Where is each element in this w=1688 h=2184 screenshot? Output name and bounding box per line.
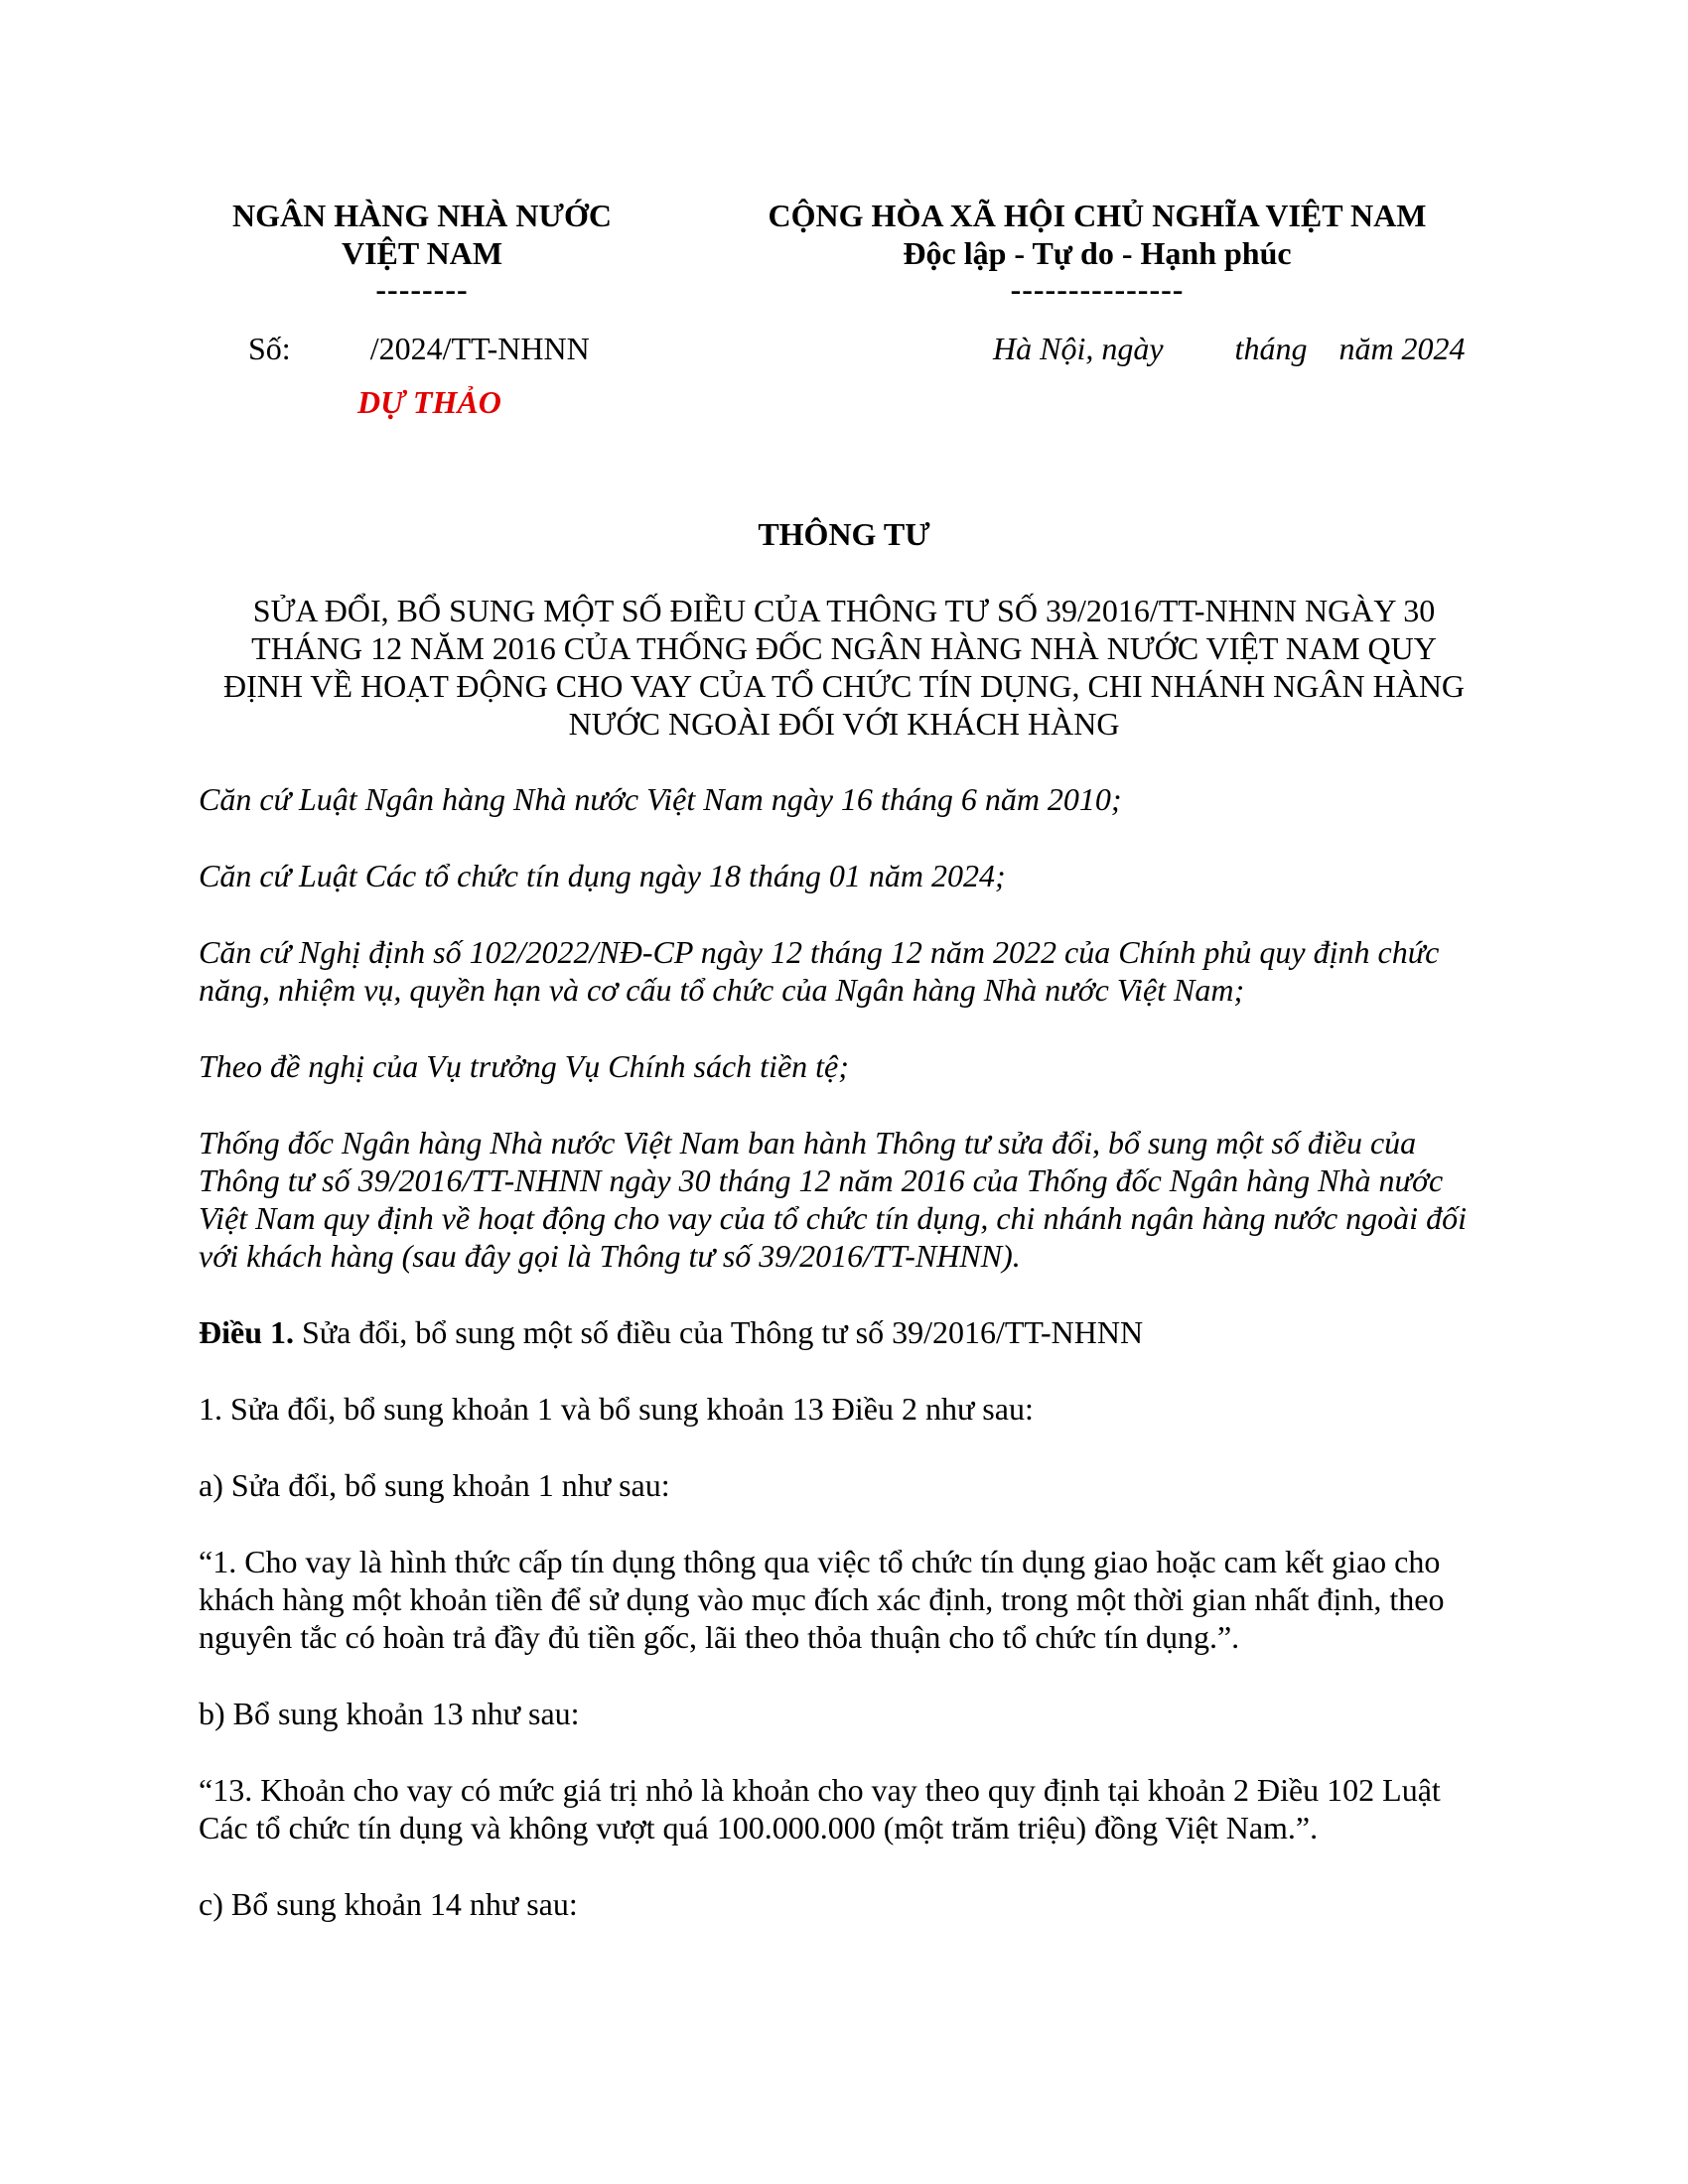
date-month: tháng — [1234, 331, 1308, 366]
preamble-basis-3: Căn cứ Nghị định số 102/2022/NĐ-CP ngày 12 tháng 12 năm 2022 của Chính phủ quy định chức năng, nhiệm vụ, quyền hạn và cơ cấu tổ chức của Ngân hàng Nhà nước Việt Nam; — [199, 934, 1440, 1008]
preamble-basis-1: Căn cứ Luật Ngân hàng Nhà nước Việt Nam ngày 16 tháng 6 năm 2010; — [199, 781, 1122, 817]
document-type-heading: THÔNG TƯ — [758, 516, 930, 552]
clause-1a: a) Sửa đổi, bổ sung khoản 1 như sau: — [199, 1467, 670, 1503]
clause-1: 1. Sửa đổi, bổ sung khoản 1 và bổ sung khoản 13 Điều 2 như sau: — [199, 1391, 1034, 1427]
motto-divider: --------------- — [1010, 271, 1185, 307]
article-1-heading — [199, 1313, 1489, 1351]
preamble-issuance: Thống đốc Ngân hàng Nhà nước Việt Nam ban hành Thông tư sửa đổi, bổ sung một số điều của Thông tư số 39/2016/TT-NHNN ngày 30 tháng 12 năm 2016 của Thống đốc Ngân hàng Nhà nước Việt Nam quy định về hoạt động cho vay của tổ chức tín dụng, chi nhánh ngân hàng nước ngoài đối với khách hàng (sau đây gọi là Thông tư số 39/2016/TT-NHNN). — [199, 1125, 1467, 1274]
national-motto: Độc lập - Tự do - Hạnh phúc — [903, 235, 1292, 271]
clause-1c: c) Bổ sung khoản 14 như sau: — [199, 1886, 578, 1922]
agency-name-line2: VIỆT NAM — [341, 235, 503, 271]
preamble-basis-2: Căn cứ Luật Các tổ chức tín dụng ngày 18 tháng 01 năm 2024; — [199, 858, 1006, 893]
preamble-proposal: Theo đề nghị của Vụ trưởng Vụ Chính sách tiền tệ; — [199, 1048, 849, 1084]
clause-1a-text: “1. Cho vay là hình thức cấp tín dụng thông qua việc tổ chức tín dụng giao hoặc cam kết giao cho khách hàng một khoản tiền để sử dụng vào mục đích xác định, trong một thời gian nhất định, theo nguyên tắc có hoàn trả đầy đủ tiền gốc, lãi theo thỏa thuận cho tổ chức tín dụng.”. — [199, 1544, 1445, 1655]
agency-divider: -------- — [375, 271, 469, 307]
document-body — [199, 780, 1489, 1962]
clause-1b-text: “13. Khoản cho vay có mức giá trị nhỏ là khoản cho vay theo quy định tại khoản 2 Điều 102 Luật Các tổ chức tín dụng và không vượt quá 100.000.000 (một trăm triệu) đồng Việt Nam.”. — [199, 1772, 1441, 1845]
agency-name-line1: NGÂN HÀNG NHÀ NƯỚC — [232, 198, 612, 233]
article-1-title: Sửa đổi, bổ sung một số điều của Thông tư số 39/2016/TT-NHNN — [294, 1314, 1144, 1350]
date-place: Hà Nội, ngày — [993, 331, 1164, 366]
national-motto-block — [715, 197, 1479, 306]
article-1-label: Điều 1. — [199, 1314, 294, 1350]
clause-1b: b) Bổ sung khoản 13 như sau: — [199, 1696, 580, 1731]
document-title: SỬA ĐỔI, BỔ SUNG MỘT SỐ ĐIỀU CỦA THÔNG TƯ SỐ 39/2016/TT-NHNN NGÀY 30 THÁNG 12 NĂM 2016 CỦA THỐNG ĐỐC NGÂN HÀNG NHÀ NƯỚC VIỆT NAM QUY ĐỊNH VỀ HOẠT ĐỘNG CHO VAY CỦA TỔ CHỨC TÍN DỤNG, CHI NHÁNH NGÂN HÀNG NƯỚC NGOÀI ĐỐI VỚI KHÁCH HÀNG — [222, 593, 1466, 742]
place-and-date — [993, 330, 1466, 367]
issuing-agency-block — [199, 197, 645, 306]
nation-name: CỘNG HÒA XÃ HỘI CHỦ NGHĨA VIỆT NAM — [768, 198, 1427, 233]
document-number-value: /2024/TT-NHNN — [369, 331, 590, 366]
document-number-label: Số: — [248, 331, 291, 366]
date-year: năm 2024 — [1338, 331, 1466, 366]
draft-label: DỰ THẢO — [357, 384, 501, 420]
document-number — [248, 330, 590, 367]
